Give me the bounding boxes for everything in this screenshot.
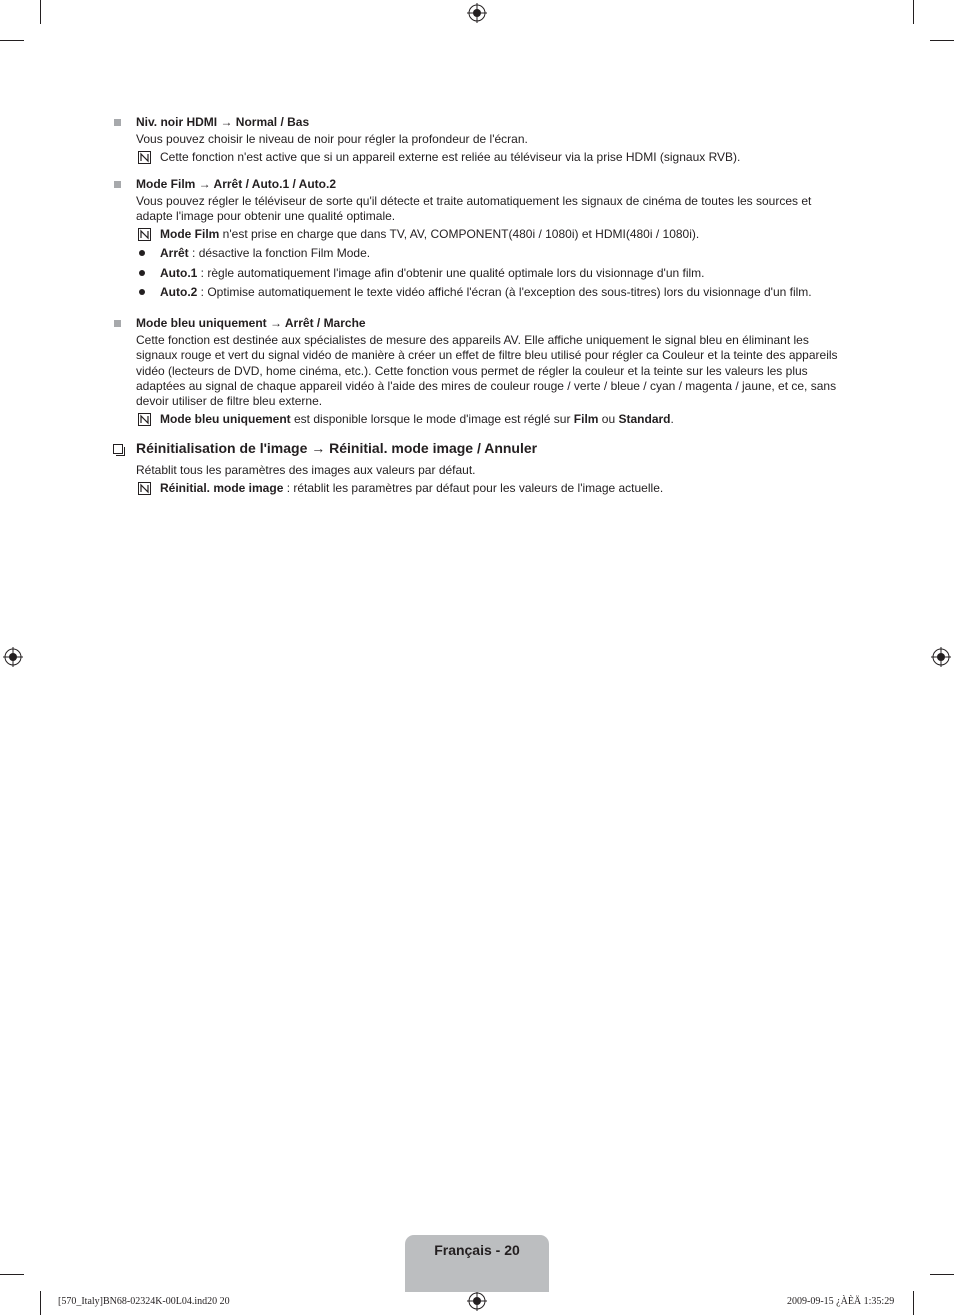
note-icon xyxy=(138,413,151,426)
option-name: Arrêt xyxy=(160,246,189,261)
crop-mark xyxy=(930,40,954,41)
crop-mark xyxy=(0,1274,24,1275)
note xyxy=(136,481,842,496)
item-description: Cette fonction est destinée aux spécialistes de mesure des appareils AV. Elle affiche uniquement le signal bleu en éliminant les signaux rouge et vert du signal vidéo de manière à créer un effet de filtre bleu utilisé pour régler ca Couleur et la teinte des appareils vidéo (lecteurs de DVD, home cinéma, etc.). Cette fonction vous permet de régler la couleur et la teinte sur les valeurs les plus adaptées au signal de chaque appareil vidéo à l'aide des mires de couleur rouge / verte / bleue / cyan / magenta / jaune, et ce, sans devoir utiliser de filtre bleu externe. xyxy=(136,333,838,409)
option-desc: : Optimise automatiquement le texte vidéo affiché l'écran (à l'exception des sous-titres) lors du visionnage d'un film. xyxy=(197,284,812,299)
print-slug-left: [570_Italy]BN68-02324K-00L04.ind20 20 xyxy=(58,1296,230,1307)
item-description: Vous pouvez choisir le niveau de noir pour régler la profondeur de l'écran. xyxy=(136,132,528,147)
option-desc: : règle automatiquement l'image afin d'obtenir une qualité optimale lors du visionnage d'un film. xyxy=(197,265,705,280)
menu-item-film-mode xyxy=(112,177,842,300)
page-number-tab xyxy=(405,1235,549,1292)
note-bold: Film xyxy=(573,412,599,427)
note xyxy=(136,227,842,242)
note-bold: Mode bleu uniquement xyxy=(160,412,291,427)
menu-item-hdmi-black-level xyxy=(112,115,842,166)
print-slug-right: 2009-09-15 ¿ÀÈÄ 1:35:29 xyxy=(787,1296,895,1307)
list-item xyxy=(136,246,842,261)
crop-mark xyxy=(930,1274,954,1275)
note-text: . xyxy=(670,412,674,427)
item-title: Mode bleu uniquement → Arrêt / Marche xyxy=(136,316,366,331)
note-text: ou xyxy=(598,412,619,427)
list-item xyxy=(136,266,842,281)
option-name: Auto.2 xyxy=(160,284,198,299)
list-item xyxy=(136,285,842,300)
note-icon xyxy=(138,482,151,495)
checkbox-bullet-icon xyxy=(113,444,123,454)
section-title: Réinitialisation de l'image → Réinitial. mode image / Annuler xyxy=(136,440,538,457)
registration-mark-icon xyxy=(931,647,951,667)
item-description: Vous pouvez régler le téléviseur de sorte qu'il détecte et traite automatiquement les signaux de cinéma de toutes les sources et adapte l'image pour obtenir une qualité optimale. xyxy=(136,193,812,224)
page-content xyxy=(112,115,842,500)
item-title: Niv. noir HDMI → Normal / Bas xyxy=(136,115,310,129)
section-picture-reset xyxy=(112,441,842,496)
note-text: : rétablit les paramètres par défaut pour les valeurs de l'image actuelle. xyxy=(283,480,664,495)
registration-mark-icon xyxy=(3,647,23,667)
crop-mark xyxy=(0,40,24,41)
crop-mark xyxy=(913,1291,914,1315)
bullet-dot-icon xyxy=(139,250,145,256)
bullet-dot-icon xyxy=(139,270,145,276)
bullet-dot-icon xyxy=(139,289,145,295)
menu-item-blue-only-mode xyxy=(112,316,842,427)
option-desc: : désactive la fonction Film Mode. xyxy=(188,246,371,261)
page-number: Français - 20 xyxy=(434,1242,520,1258)
note xyxy=(136,412,842,427)
square-bullet-icon xyxy=(114,181,121,188)
crop-mark xyxy=(913,0,914,24)
note-text: n'est prise en charge que dans TV, AV, COMPONENT(480i / 1080i) et HDMI(480i / 1080i). xyxy=(219,227,700,242)
crop-mark xyxy=(40,0,41,24)
note-icon xyxy=(138,151,151,164)
crop-mark xyxy=(40,1291,41,1315)
square-bullet-icon xyxy=(114,320,121,327)
note xyxy=(136,150,842,165)
section-description: Rétablit tous les paramètres des images aux valeurs par défaut. xyxy=(136,462,476,477)
note-bold: Réinitial. mode image xyxy=(160,480,284,495)
note-bold: Standard xyxy=(618,412,671,427)
registration-mark-icon xyxy=(467,3,487,23)
square-bullet-icon xyxy=(114,119,121,126)
note-text: est disponible lorsque le mode d'image est réglé sur xyxy=(290,412,574,427)
registration-mark-icon xyxy=(467,1291,487,1311)
option-name: Auto.1 xyxy=(160,265,198,280)
item-title: Mode Film → Arrêt / Auto.1 / Auto.2 xyxy=(136,176,337,191)
note-text: Cette fonction n'est active que si un appareil externe est reliée au téléviseur via la prise HDMI (signaux RVB). xyxy=(160,150,741,165)
note-bold: Mode Film xyxy=(160,227,220,242)
note-icon xyxy=(138,228,151,241)
